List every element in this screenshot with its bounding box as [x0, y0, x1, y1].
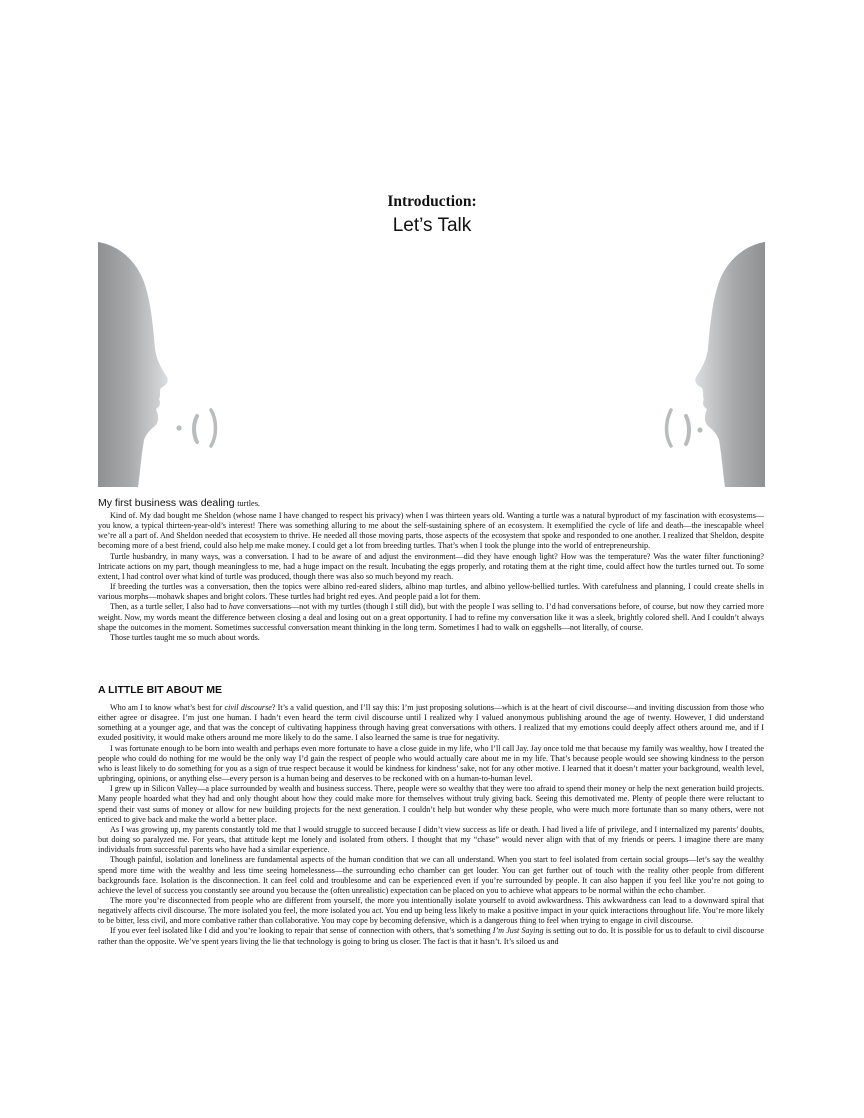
paragraph: Then, as a turtle seller, I also had to have conversations—not with my turtles (though I still did), but with the people I was selling to. I’d had conversations before, of course, but now they carried more weight. Now, my words meant the difference between closing a deal and losing out on a great opportunity. I had to refine my conversation like it was a sleek, brightly colored shell. And I couldn’t always shape the outcomes in the moment. Sometimes successful conversation meant thinking in the long term. Sometimes I had to walk on eggshells—not literally, of course.	[98, 602, 764, 632]
paragraph: Those turtles taught me so much about words.	[110, 632, 260, 642]
left-face-silhouette	[98, 242, 168, 487]
lead-sentence	[98, 497, 260, 509]
section-one-body	[98, 511, 764, 643]
section-heading: A LITTLE BIT ABOUT ME	[98, 684, 223, 696]
left-sound-waves-icon	[176, 410, 215, 446]
lead-small-text: turtles.	[237, 499, 260, 508]
paragraph: I was fortunate enough to be born into wealth and perhaps even more fortunate to have a close guide in my life, who I’ll call Jay. Jay once told me that because my family was wealthy, how I treated the people who could do nothing for me would be the only way I’d gain the respect of people who would actually care about me in my life. That’s because people would see showing kindness to the person who is least likely to do something for you as a sign of true respect because it would be kindness for kindness’ sake, not for any other motive. I learned that it doesn’t matter your background, wealth level, upbringing, opinions, or anything else—every person is a human being and deserves to be reckoned with on a human-to-human level.	[98, 743, 764, 784]
right-face-silhouette	[695, 242, 765, 487]
paragraph: Turtle husbandry, in many ways, was a conversation. I had to be aware of and adjust the environment—did they have enough light? How was the temperature? Was the water filter functioning? Intricate actions on my part, though meaningless to me, had a huge impact on the result. Incubating the eggs properly, and rotating them at the right time, could affect how the turtles turned out. To some extent, I had control over what kind of turtle was produced, though there was also so much beyond my reach.	[98, 551, 764, 581]
chapter-label: Introduction:	[387, 193, 477, 210]
lead-large-text: My first business was dealing	[98, 497, 235, 509]
section-two-body	[98, 703, 764, 947]
paragraph: Who am I to know what’s best for civil discourse? It’s a valid question, and I’ll say this: I’m just proposing solutions—which is at the heart of civil discourse—and inviting discussion from those who either agree or disagree. I’m just one human. I hadn’t even heard the term civil discourse until I realized why I valued anonymous publishing around the age of twenty. However, I did understand something at a younger age, and that was the concept of cultivating happiness through having great conversations with others. I realized that my emotions could deeply affect others around me, and if I exuded positivity, it would make others around me more likely to do the same. I also learned the same is true for negativity.	[98, 703, 764, 743]
two-faces-illustration	[98, 242, 765, 487]
paragraph: If breeding the turtles was a conversation, then the topics were albino red-eared sliders, albino map turtles, and albino yellow-bellied turtles. With carefulness and planning, I could create shells in various morphs—mohawk shapes and bright colors. These turtles had bright red eyes. And people paid a lot for them.	[98, 582, 764, 602]
paragraph: If you ever feel isolated like I did and you’re looking to repair that sense of connection with others, that’s something I’m Just Saying is setting out to do. It is possible for us to default to civil discourse rather than the opposite. We’ve spent years living the lie that technology is going to bring us closer. The fact is that it hasn’t. It’s siloed us and	[98, 926, 764, 946]
paragraph: Kind of. My dad bought me Sheldon (whose name I have changed to respect his privacy) when I was thirteen years old. Wanting a turtle was a natural byproduct of my fascination with ecosystems—you know, a typical thirteen-year-old’s interest! There was something alluring to me about the self-sustaining sphere of an ecosystem. It exemplified the cycle of life and death—the inescapable wheel we’re all a part of. And Sheldon needed that ecosystem to thrive. He needed all those moving parts, those aspects of the ecosystem that spoke and responded to one another. I realized that Sheldon, despite becoming more of a best friend, could also help me make money. I could get a lot from breeding turtles. That’s when I took the plunge into the world of entrepreneurship.	[98, 511, 764, 551]
right-sound-waves-icon	[667, 410, 703, 446]
paragraph: Though painful, isolation and loneliness are fundamental aspects of the human condition that we can all understand. When you start to feel isolated from certain social groups—let’s say the wealthy spend more time with the wealthy and less time seeing homelessness—the surrounding echo chamber can get louder. You can get further out of touch with the reality other people from different backgrounds face. Isolation is the disconnection. It can feel cold and troublesome and can be experienced even if you’re surrounded by people. It can also happen if you feel like you’re not going to achieve the level of success you constantly see around you because the (often unrealistic) expectation can be placed on you to achieve what appears to be normal within the echo chamber.	[98, 855, 764, 895]
paragraph: As I was growing up, my parents constantly told me that I would struggle to succeed because I didn’t view success as life or death. I had lived a life of privilege, and I internalized my parents’ doubts, but doing so paralyzed me. For years, that attitude kept me lonely and isolated from others. I thought that my “chase” would never align with that of my friends or peers. I imagine there are many individuals from successful parents who have had a similar experience.	[98, 824, 764, 855]
chapter-title: Let’s Talk	[392, 215, 472, 236]
paragraph: The more you’re disconnected from people who are different from yourself, the more you intentionally isolate yourself to avoid awkwardness. This awkwardness can lead to a downward spiral that negatively affects civil discourse. The more isolated you feel, the more isolated you act. You end up being less likely to make a positive impact in your quick interactions throughout life. You’re more likely to be bitter, less civil, and more combative rather than collaborative. You may cope by becoming defensive, which is a dangerous thing to feel when trying to engage in civil discourse.	[98, 895, 764, 926]
paragraph: I grew up in Silicon Valley—a place surrounded by wealth and business success. There, people were so wealthy that they were too afraid to spend their money or help the next generation build projects. Many people hoarded what they had and only thought about how they could make more for themselves without truly giving back. Seeing this demotivated me. Plenty of people there were reluctant to spend their vast sums of money or allow for new building projects for the next generation. I couldn’t help but wonder why these people, who were much more fortunate than so many others, were not enticed to give back and make the world a better place.	[98, 784, 764, 824]
